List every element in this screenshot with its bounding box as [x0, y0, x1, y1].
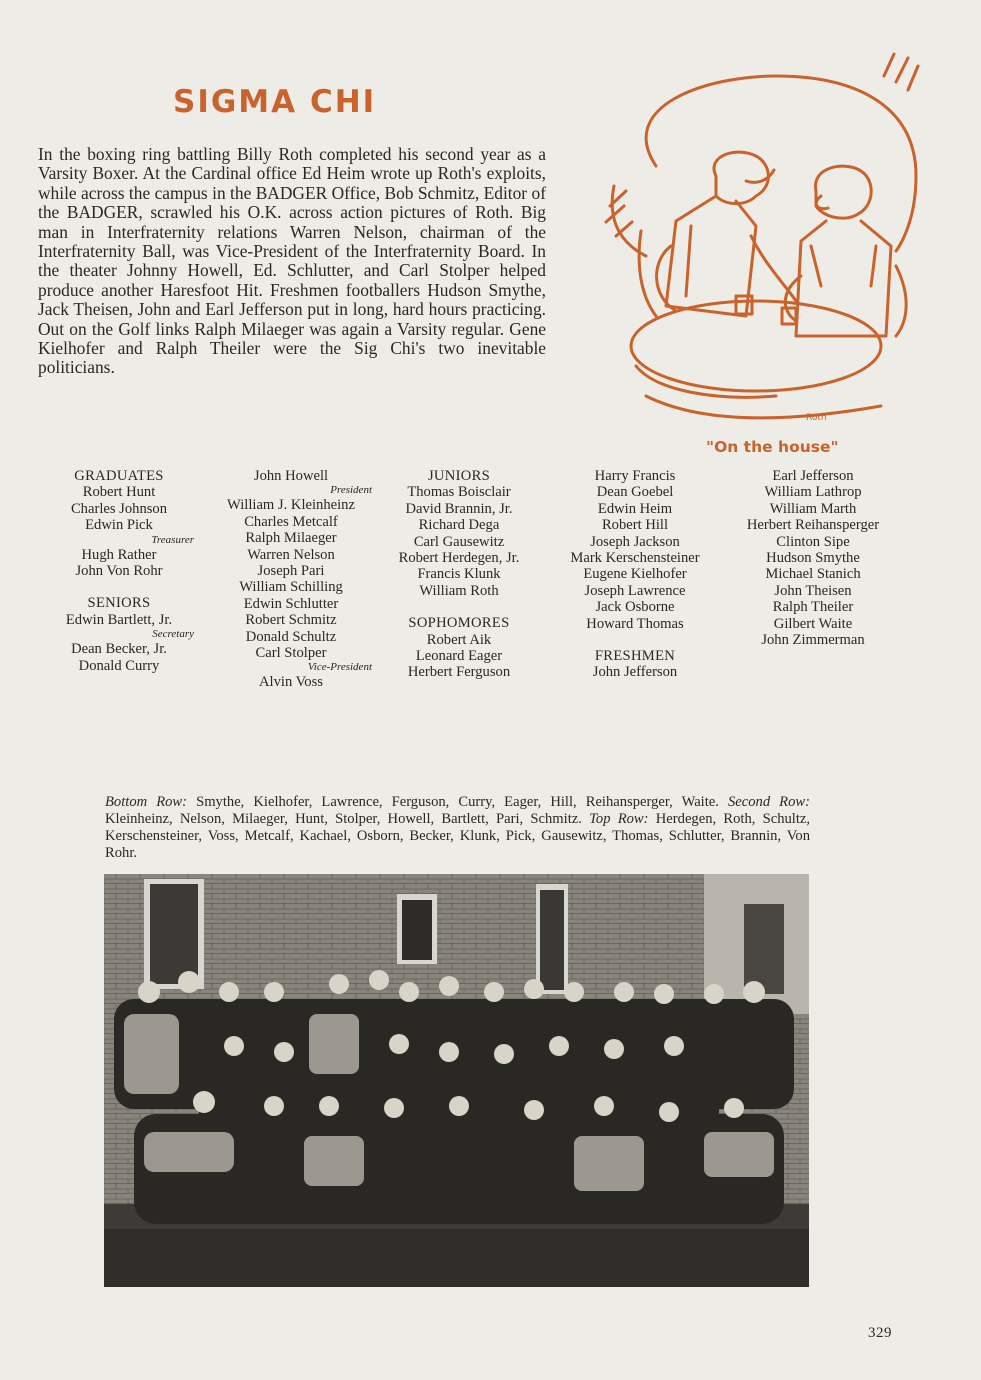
- cartoon-caption: "On the house": [706, 438, 839, 456]
- member-name: Charles Johnson: [70, 500, 168, 517]
- member-name: Thomas Boisclair: [407, 484, 511, 501]
- member-name: Robert Herdegen, Jr.: [398, 550, 520, 567]
- section-heading-sophomores: SOPHOMORES: [408, 615, 510, 632]
- member-name: John Theisen: [774, 582, 852, 599]
- member-name: Edwin Schlutter: [243, 595, 339, 612]
- office-label-vice-president: Vice-President: [307, 661, 372, 674]
- member-name: Francis Klunk: [417, 566, 501, 583]
- caption-label-second: Second Row:: [727, 794, 810, 810]
- member-name: Eugene Kielhofer: [583, 566, 687, 583]
- member-name: Robert Schmitz: [245, 612, 337, 629]
- section-heading-freshmen: FRESHMEN: [594, 648, 676, 665]
- member-name: Robert Aik: [426, 631, 492, 648]
- member-name: Herbert Reihansperger: [746, 517, 880, 534]
- member-name: Mark Kerschensteiner: [570, 550, 700, 567]
- member-name: Edwin Bartlett, Jr.: [65, 611, 173, 628]
- member-name: Alvin Voss: [259, 674, 323, 691]
- caption-label-top: Top Row:: [589, 811, 649, 827]
- member-name: John Jefferson: [592, 664, 678, 681]
- caption-label-bottom: Bottom Row:: [105, 794, 188, 810]
- page-number: 329: [868, 1325, 892, 1341]
- member-name: William Lathrop: [764, 484, 862, 501]
- member-name: William Schilling: [239, 579, 343, 596]
- member-name: Joseph Lawrence: [584, 582, 686, 599]
- member-name: Carl Gausewitz: [413, 533, 505, 550]
- roster-column-5: [733, 468, 893, 648]
- cartoon-signature: Roth: [806, 413, 827, 423]
- member-name: Joseph Pari: [257, 563, 325, 580]
- member-name: Michael Stanich: [765, 566, 861, 583]
- member-name: Warren Nelson: [247, 546, 335, 563]
- member-name: John Zimmerman: [761, 632, 865, 649]
- roster-column-1: [44, 468, 194, 674]
- section-heading-seniors: SENIORS: [87, 595, 151, 612]
- member-name: David Brannin, Jr.: [405, 500, 513, 517]
- member-name: Charles Metcalf: [244, 513, 338, 530]
- member-name: Hudson Smythe: [766, 550, 860, 567]
- office-label-president: President: [330, 484, 372, 497]
- member-name: Donald Curry: [78, 657, 160, 674]
- member-name: John Von Rohr: [75, 563, 163, 580]
- photo-caption: [105, 794, 810, 862]
- roster-column-3: [385, 468, 533, 681]
- member-name: Ralph Theiler: [772, 599, 854, 616]
- intro-paragraph: In the boxing ring battling Billy Roth completed his second year as a Varsity Boxer. At the Cardinal office Ed Heim wrote up Roth's exploits, while across the campus in the BADGER Office, Bob Schmitz, Editor of the BADGER, scrawled his O.K. across action pictures of Roth. Big man in Interfraternity relations Warren Nelson, chairman of the Interfraternity Ball, was Vice-President of the Interfraternity Board. In the theater Johnny Howell, Ed. Schlutter, and Carl Stolper helped produce another Haresfoot Hit. Freshmen footballers Hudson Smythe, Jack Theisen, John and Earl Jefferson put in long, hard hours practicing. Out on the Golf links Ralph Milaeger was again a Varsity regular. Gene Kielhofer and Ralph Theiler were the Sig Chi's two inevitable politicians.: [38, 144, 546, 378]
- member-name: Dean Goebel: [596, 484, 674, 501]
- roster-column-2: [210, 468, 372, 691]
- member-name: Earl Jefferson: [772, 468, 854, 484]
- member-name: Hugh Rather: [81, 546, 157, 563]
- roster-column-4: [560, 468, 710, 681]
- member-name: Robert Hunt: [82, 484, 156, 501]
- member-name: William Marth: [769, 500, 857, 517]
- member-name: Joseph Jackson: [590, 533, 680, 550]
- member-name: Harry Francis: [594, 468, 676, 484]
- member-name: Howard Thomas: [586, 615, 684, 632]
- member-name: John Howell: [253, 468, 329, 484]
- section-heading-juniors: JUNIORS: [427, 468, 491, 484]
- member-name: Edwin Pick: [85, 517, 153, 534]
- section-heading-graduates: GRADUATES: [74, 468, 164, 484]
- office-label-secretary: Secretary: [152, 628, 194, 641]
- member-name: Edwin Heim: [597, 500, 673, 517]
- member-name: Richard Dega: [418, 517, 500, 534]
- group-photo-image: [104, 874, 809, 1287]
- member-name: Robert Hill: [601, 517, 669, 534]
- cartoon-illustration: [596, 46, 926, 446]
- member-name: Donald Schultz: [245, 628, 337, 645]
- member-name: Ralph Milaeger: [245, 530, 337, 547]
- member-name: Jack Osborne: [595, 599, 675, 616]
- member-name: Herbert Ferguson: [407, 664, 511, 681]
- page-title: SIGMA CHI: [173, 84, 377, 120]
- group-photograph: [104, 874, 809, 1287]
- member-name: Clinton Sipe: [776, 533, 850, 550]
- caption-top-row: Herdegen, Roth, Schultz, Kerschensteiner, Voss, Metcalf, Kachael, Osborn, Becker, Klunk, Pick, Gausewitz, Thomas, Schlutter, Brannin, Von Rohr.: [105, 811, 811, 861]
- caption-second-row: Kleinheinz, Nelson, Milaeger, Hunt, Stolper, Howell, Bartlett, Pari, Schmitz.: [105, 811, 582, 827]
- member-name: Gilbert Waite: [773, 615, 853, 632]
- member-name: William Roth: [419, 582, 499, 599]
- member-name: Leonard Eager: [415, 648, 503, 665]
- member-name: William J. Kleinheinz: [227, 497, 355, 514]
- office-label-treasurer: Treasurer: [151, 533, 194, 546]
- caption-bottom-row: Smythe, Kielhofer, Lawrence, Ferguson, Curry, Eager, Hill, Reihansperger, Waite.: [196, 794, 719, 810]
- member-name: Dean Becker, Jr.: [71, 641, 167, 658]
- member-name: Carl Stolper: [255, 645, 327, 662]
